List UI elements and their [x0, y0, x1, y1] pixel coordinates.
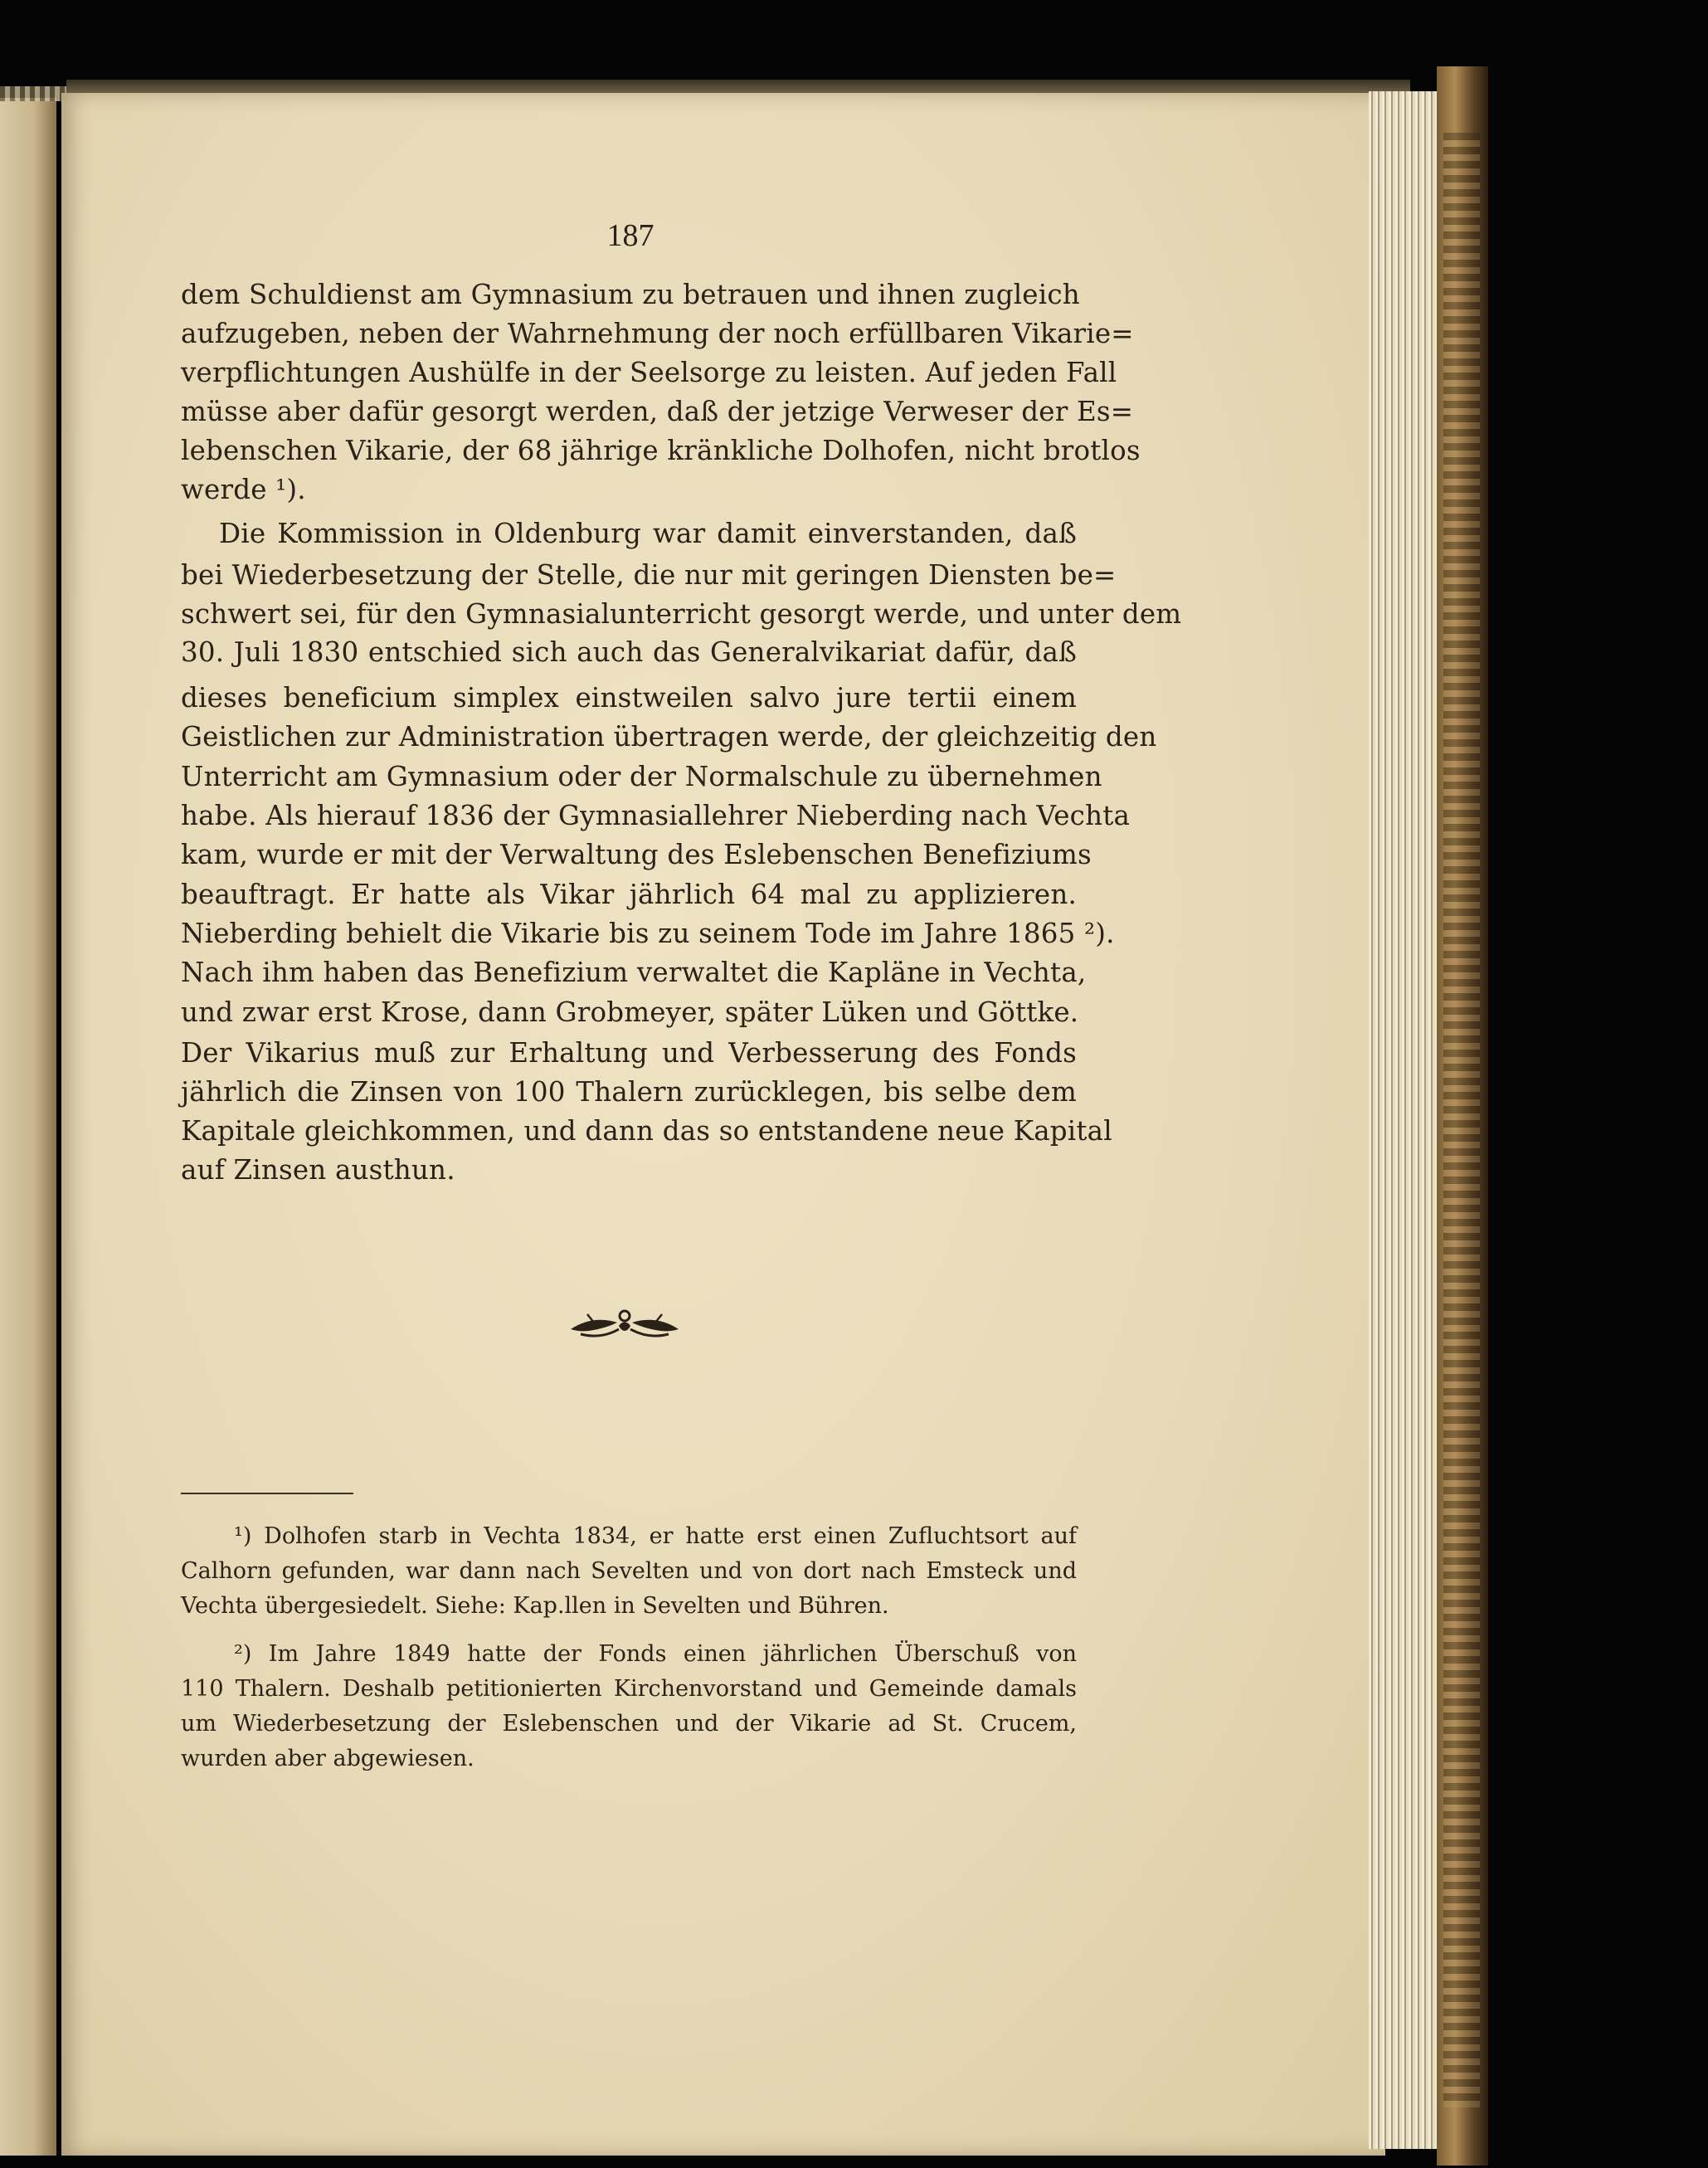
body-line: auf Zinsen austhun. — [181, 1154, 455, 1186]
body-line: schwert sei, für den Gymnasialunterricht gesorgt werde, und unter dem — [181, 598, 1182, 630]
body-line: kam, wurde er mit der Verwaltung des Eslebenschen Benefiziums — [181, 839, 1092, 870]
footnote-line: ²) Im Jahre 1849 hatte der Fonds einen jährlichen Überschuß von — [234, 1641, 1077, 1667]
body-line: habe. Als hierauf 1836 der Gymnasiallehrer Nieberding nach Vechta — [181, 800, 1131, 831]
page-number: 187 — [606, 218, 654, 253]
body-line: Geistlichen zur Administration übertragen werde, der gleichzeitig den — [181, 721, 1157, 753]
spine-texture — [1443, 133, 1480, 2107]
footnote-line: 110 Thalern. Deshalb petitionierten Kirchenvorstand und Gemeinde damals — [181, 1676, 1077, 1702]
body-line: verpflichtungen Aushülfe in der Seelsorge zu leisten. Auf jeden Fall — [181, 357, 1117, 388]
body-line: aufzugeben, neben der Wahrnehmung der noch erfüllbaren Vikarie= — [181, 318, 1134, 349]
body-line: Nach ihm haben das Benefizium verwaltet die Kapläne in Vechta, — [181, 957, 1087, 988]
body-line: Kapitale gleichkommen, und dann das so entstandene neue Kapital — [181, 1115, 1112, 1147]
footnote-line: um Wiederbesetzung der Eslebenschen und der Vikarie ad St. Crucem, — [181, 1711, 1077, 1737]
body-line: werde ¹). — [181, 474, 306, 505]
binding-stitch-edge — [0, 86, 68, 101]
left-page-edge — [0, 98, 56, 2156]
body-line: 30. Juli 1830 entschied sich auch das Generalvikariat dafür, daß — [181, 636, 1077, 668]
body-line: und zwar erst Krose, dann Grobmeyer, später Lüken und Göttke. — [181, 996, 1079, 1028]
footnote-line: Vechta übergesiedelt. Siehe: Kap.llen in Sevelten und Bühren. — [181, 1593, 889, 1619]
body-line: lebenschen Vikarie, der 68 jährige kränkliche Dolhofen, nicht brotlos — [181, 435, 1141, 466]
footnote-line: wurden aber abgewiesen. — [181, 1746, 474, 1771]
body-line: Nieberding behielt die Vikarie bis zu seinem Tode im Jahre 1865 ²). — [181, 918, 1115, 949]
body-line: Die Kommission in Oldenburg war damit einverstanden, daß — [219, 518, 1077, 549]
footnote-line: Calhorn gefunden, war dann nach Sevelten und von dort nach Emsteck und — [181, 1558, 1077, 1584]
ornament-icon — [569, 1304, 680, 1346]
body-line: jährlich die Zinsen von 100 Thalern zurücklegen, bis selbe dem — [181, 1076, 1077, 1108]
page-stack-edge — [1369, 91, 1443, 2149]
body-line: dieses beneficium simplex einstweilen salvo jure tertii einem — [181, 682, 1077, 714]
body-line: Der Vikarius muß zur Erhaltung und Verbesserung des Fonds — [181, 1037, 1077, 1069]
footnote-line: ¹) Dolhofen starb in Vechta 1834, er hatte erst einen Zufluchtsort auf — [234, 1523, 1077, 1549]
body-line: Unterricht am Gymnasium oder der Normalschule zu übernehmen — [181, 761, 1102, 792]
body-line: bei Wiederbesetzung der Stelle, die nur mit geringen Diensten be= — [181, 559, 1117, 591]
body-line: dem Schuldienst am Gymnasium zu betrauen und ihnen zugleich — [181, 279, 1080, 310]
footnote-separator — [181, 1493, 353, 1494]
body-line: beauftragt. Er hatte als Vikar jährlich 64 mal zu applizieren. — [181, 879, 1077, 910]
body-line: müsse aber dafür gesorgt werden, daß der jetzige Verweser der Es= — [181, 396, 1134, 427]
